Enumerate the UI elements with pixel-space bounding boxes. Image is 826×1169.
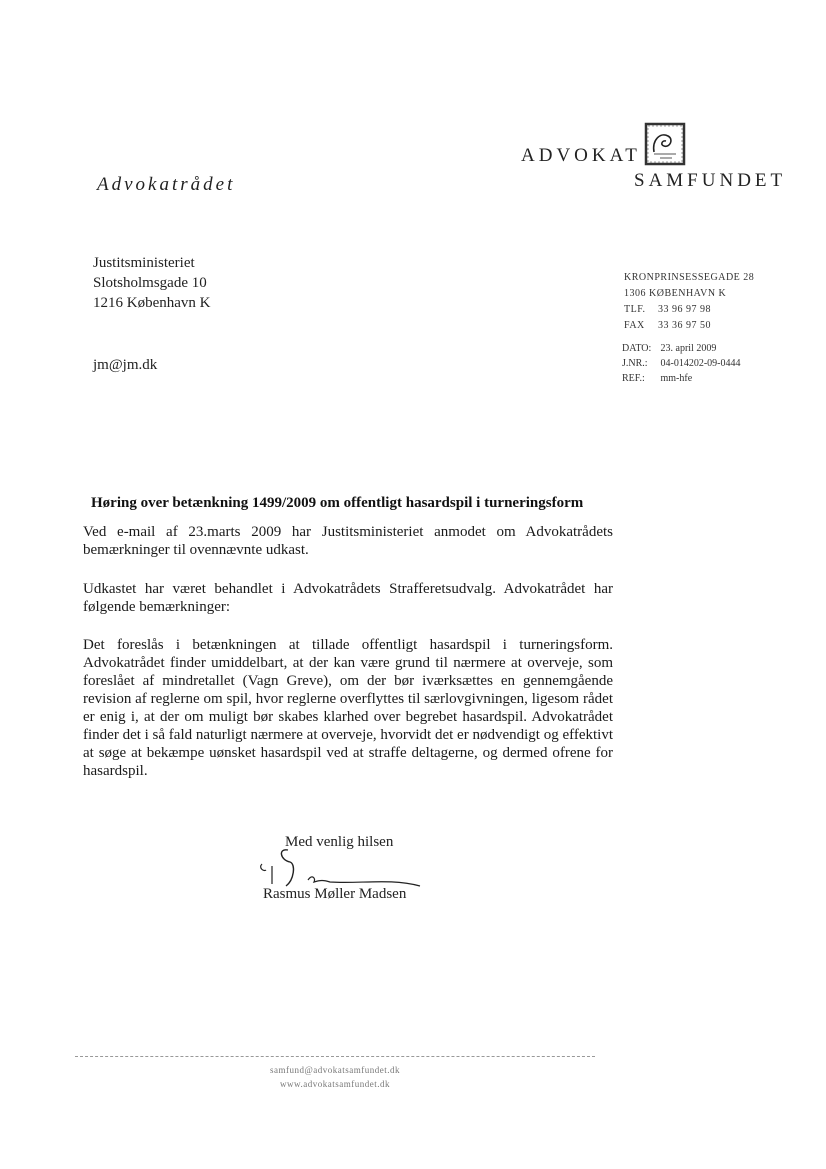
recipient-line: 1216 København K: [93, 295, 211, 311]
contact-address-street: KRONPRINSESSEGADE 28: [624, 272, 755, 283]
letter-subject: Høring over betænkning 1499/2009 om offentligt hasardspil i turneringsform: [91, 495, 584, 511]
date-value: 23. april 2009: [660, 343, 717, 354]
footer-divider: [75, 1056, 595, 1058]
advokatsamfundet-logo-icon: [640, 122, 688, 166]
contact-address-city: 1306 KØBENHAVN K: [624, 288, 727, 299]
phone-label: TLF.: [624, 304, 646, 315]
body-paragraph: Det foreslås i betænkningen at tillade offentligt hasardspil i turneringsform. Advokatrådet finder umiddelbart, at der kan være grund til nærmere at overveje, som foreslået af mindretallet (Vagn Greve), om der bør iværksættes en gennemgående revision af reglerne om spil, hvor reglerne overflyttes til særlovgivningen, ligesom rådet er enig i, at der om muligt bør skabes klarhed over begrebet hasardspil. Advokatrådet finder det i så fald naturligt nærmere at overveje, hvorvidt det er nødvendigt og effektivt at søge at bekæmpe uønsket hasardspil ved at straffe deltagerne, og dermed ofrene for hasardspil.: [83, 637, 613, 779]
ref-value: mm-hfe: [660, 373, 693, 384]
body-paragraph: Udkastet har været behandlet i Advokatrådets Strafferetsudvalg. Advokatrådet har følgende bemærkninger:: [83, 581, 613, 615]
logo-text-top: ADVOKAT: [521, 145, 641, 166]
phone-value: 33 96 97 98: [658, 304, 711, 315]
recipient-address: [93, 253, 210, 313]
fax-value: 33 36 97 50: [658, 320, 711, 331]
footer-contact: [255, 1063, 415, 1091]
fax-label: FAX: [624, 320, 645, 331]
journal-label: J.NR.:: [622, 358, 648, 369]
contact-block: [624, 270, 754, 334]
contact-phone: [624, 302, 754, 318]
footer-email-link[interactable]: samfund@advokatsamfundet.dk: [269, 1065, 400, 1075]
body-paragraph: Ved e-mail af 23.marts 2009 har Justitsministeriet anmodet om Advokatrådets bemærkninger til ovennævnte udkast.: [83, 524, 613, 558]
footer-web-link[interactable]: www.advokatsamfundet.dk: [280, 1079, 390, 1089]
meta-date: [622, 341, 741, 356]
recipient-line: Slotsholmsgade 10: [93, 275, 207, 291]
closing-greeting: Med venlig hilsen: [285, 834, 394, 850]
signer-name: Rasmus Møller Madsen: [263, 886, 407, 902]
recipient-line: Justitsministeriet: [93, 255, 195, 271]
logo-text-bottom: SAMFUNDET: [634, 170, 787, 191]
letter-meta: [622, 341, 741, 386]
recipient-email: jm@jm.dk: [93, 357, 158, 373]
ref-label: REF.:: [622, 373, 645, 384]
contact-fax: [624, 318, 754, 334]
sender-name: Advokatrådet: [97, 174, 236, 195]
journal-value: 04-014202-09-0444: [660, 358, 741, 369]
date-label: DATO:: [622, 343, 652, 354]
meta-ref: [622, 371, 741, 386]
meta-journal: [622, 356, 741, 371]
